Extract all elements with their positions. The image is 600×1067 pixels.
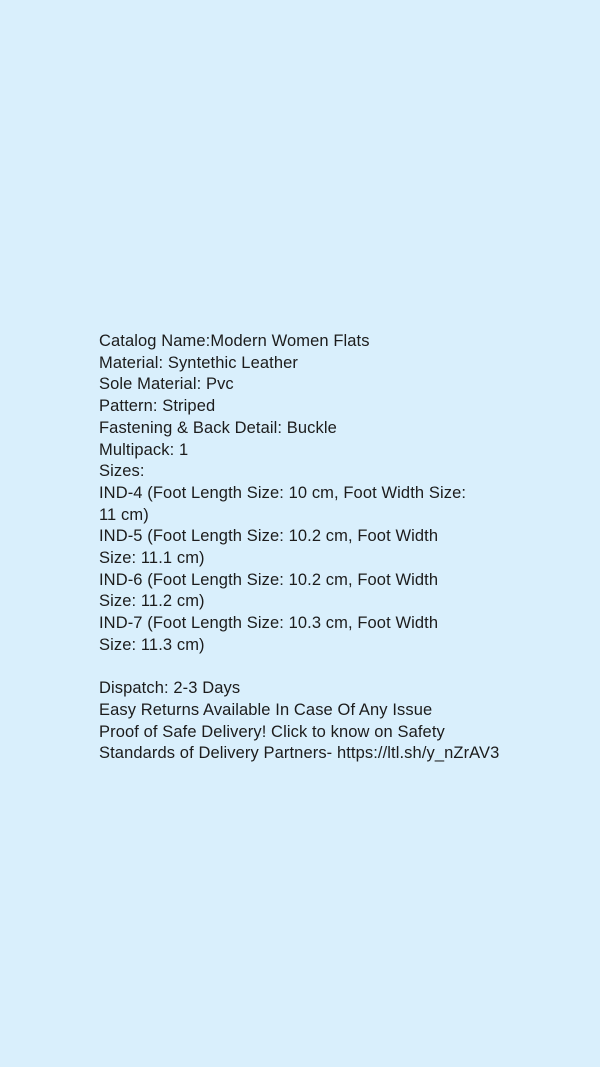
text-line: Dispatch: 2-3 Days <box>99 679 241 698</box>
text-line: 11 cm) <box>99 505 149 524</box>
text-line: Size: 11.2 cm) <box>99 592 205 611</box>
text-line: Proof of Safe Delivery! Click to know on Safety <box>99 722 445 741</box>
text-line: IND-7 (Foot Length Size: 10.3 cm, Foot Width <box>99 614 439 633</box>
text-line: Fastening & Back Detail: Buckle <box>99 418 337 437</box>
text-line: Catalog Name:Modern Women Flats <box>99 332 370 350</box>
text-line: Multipack: 1 <box>99 440 189 459</box>
text-line: IND-6 (Foot Length Size: 10.2 cm, Foot Width <box>99 570 439 589</box>
text-line: Sole Material: Pvc <box>99 375 234 394</box>
text-line: Standards of Delivery Partners- https://ltl.sh/y_nZrAV3 <box>99 744 500 763</box>
text-line <box>99 657 529 679</box>
text-line: Easy Returns Available In Case Of Any Issue <box>99 700 433 719</box>
text-line: IND-4 (Foot Length Size: 10 cm, Foot Width Size: <box>99 483 467 502</box>
text-line: Material: Syntethic Leather <box>99 353 298 372</box>
text-line: Size: 11.1 cm) <box>99 549 205 568</box>
text-line: IND-5 (Foot Length Size: 10.2 cm, Foot Width <box>99 527 439 546</box>
text-line: Size: 11.3 cm) <box>99 635 205 654</box>
text-line: Pattern: Striped <box>99 397 216 416</box>
text-line: Sizes: <box>99 462 145 481</box>
product-details-text <box>99 331 529 765</box>
